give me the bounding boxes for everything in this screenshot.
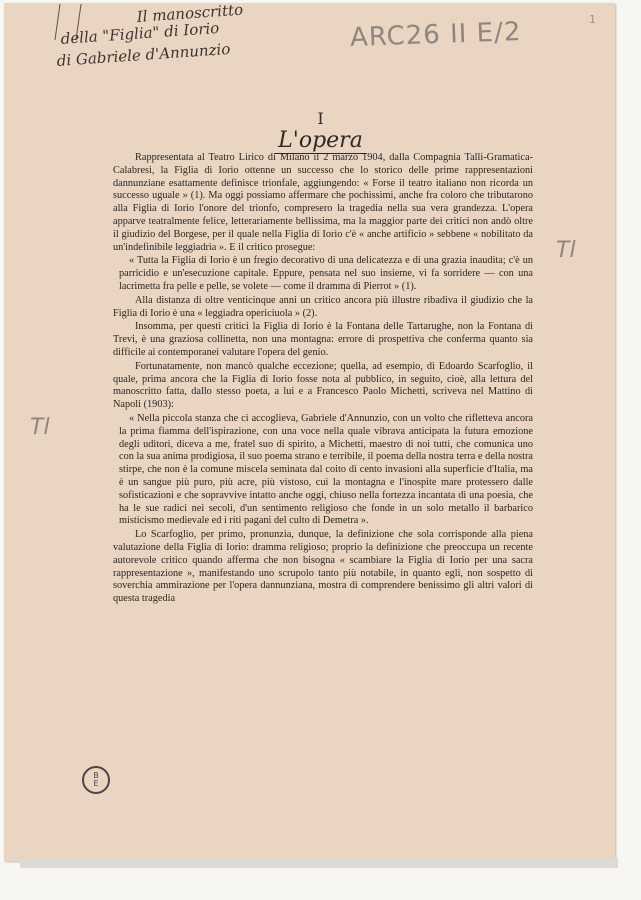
paragraph-5: Fortunatamente, non mancò qualche eccezione; quella, ad esempio, di Edoardo Scarfoglio, il quale, prima ancora che la Figlia di Iorio fosse nota al pubblico, in seguito, cioè, alla lettura del manoscritto fatta, dallo stesso poeta, a lui e a Francesco Paolo Michetti, scriveva nel Mattino di Napoli (1903): xyxy=(113,360,533,411)
handwritten-line-2: della "Figlia" di Iorio xyxy=(60,18,220,48)
paragraph-1: Rappresentata al Teatro Lirico di Milano il 2 marzo 1904, dalla Compagnia Talli-Gramatica-Calabresi, la Figlia di Iorio ottenne un successo che lo storico delle prime rappresentazioni dannunziane esattamente definisce trionfale, aggiungendo: « Forse il teatro italiano non ricorda un successo uguale » (1). Ma oggi possiamo affermare che pochissimi, anche fra coloro che tributarono alla Figlia di Iorio l'onore del trionfo, compresero la tragedia nella sua vera grandezza. L'opera apparve teatralmente felice, letterariamente bellissima, ma la maggior parte dei critici non andò oltre il giudizio del Borgese, per il quale nella Figlia di Iorio c'è « anche artificio » sebbene « nobilitato da un'indefinibile leggiadria ». E il critico prosegue: xyxy=(113,152,533,253)
page-number: 1 xyxy=(589,13,596,26)
handwritten-line-1: Il manoscritto xyxy=(136,0,244,26)
chapter-heading: L'opera xyxy=(274,128,367,154)
library-stamp xyxy=(82,766,110,794)
margin-mark-right: Tl xyxy=(556,238,576,263)
paragraph-4: Insomma, per questi critici la Figlia di Iorio è la Fontana delle Tartarughe, non la Fontana di Trevi, è una graziosa collinetta, non una montagna: errore di prospettiva che conferma quanto sia difficile ai contemporanei valutare l'opera del genio. xyxy=(113,321,533,358)
chapter-title xyxy=(0,110,641,154)
paragraph-2-quote: « Tutta la Figlia di Iorio è un fregio decorativo di una delicatezza e di una grazia inaudita; c'è un parricidio e un'esecuzione capitale. Eppure, pensata nel suo insieme, vi fa sorridere — con una lacrimetta fra pelle e pelle, se volete — come il dramma di Pierrot » (1). xyxy=(119,255,533,292)
shelfmark: ARC26 II E/2 xyxy=(349,17,522,53)
paragraph-6-quote: « Nella piccola stanza che ci accoglieva, Gabriele d'Annunzio, con un volto che rifletteva ancora la prima fiamma dell'ispirazione, con una voce nella quale vibrava anticipata la futura emozione degli uditori, diceva a me, fratel suo di spirito, a Michetti, maestro di noi tutti, che comunica uno con la sua anima prodigiosa, il suo poema strano e terribile, il poema della nostra terra e della nostra stirpe, che non è la comune miscela seminata dal coito di cento invasioni alla superficie d'Italia, ma è un sangue più puro, più acre, più vistoso, cui la montagna e l'inospite mare protessero dalle sofisticazioni e che sopravvive intatto anche oggi, chiuso nella fortezza incantata di una poesia, che ha le sue radici nei secoli, d'un sentimento religioso che fonde in un solo metallo il barbarico misticismo medievale ed i riti pagani del culto di Demetra ». xyxy=(119,412,533,527)
handwritten-line-3: di Gabriele d'Annunzio xyxy=(56,39,231,70)
stamp-bottom-letter: E xyxy=(93,779,99,788)
margin-mark-left: Tl xyxy=(30,415,50,440)
stamp-top-letter: B xyxy=(93,771,99,780)
chapter-numeral: I xyxy=(317,109,324,128)
page-edge xyxy=(20,858,618,868)
handwritten-note xyxy=(56,0,244,72)
paragraph-3: Alla distanza di oltre venticinque anni un critico ancora più illustre ribadiva il giudizio che la Figlia di Iorio è una « leggiadra opericiuola » (2). xyxy=(113,294,533,319)
paragraph-7: Lo Scarfoglio, per primo, pronunzia, dunque, la definizione che sola corrisponde alla piena valutazione della Figlia di Iorio: dramma religioso; proprio la definizione che preoccupa un recente autorevole critico quando afferma che non bisogna « scambiare la Figlia di Iorio per una sacra rappresentazione », manifestando uno scrupolo tanto più notabile, in quanto egli, non sospetto di soverchia ammirazione per l'opera dannunziana, mostra di comprendere benissimo gli altri valori di questa tragedia xyxy=(113,529,533,605)
body-text xyxy=(113,152,533,607)
